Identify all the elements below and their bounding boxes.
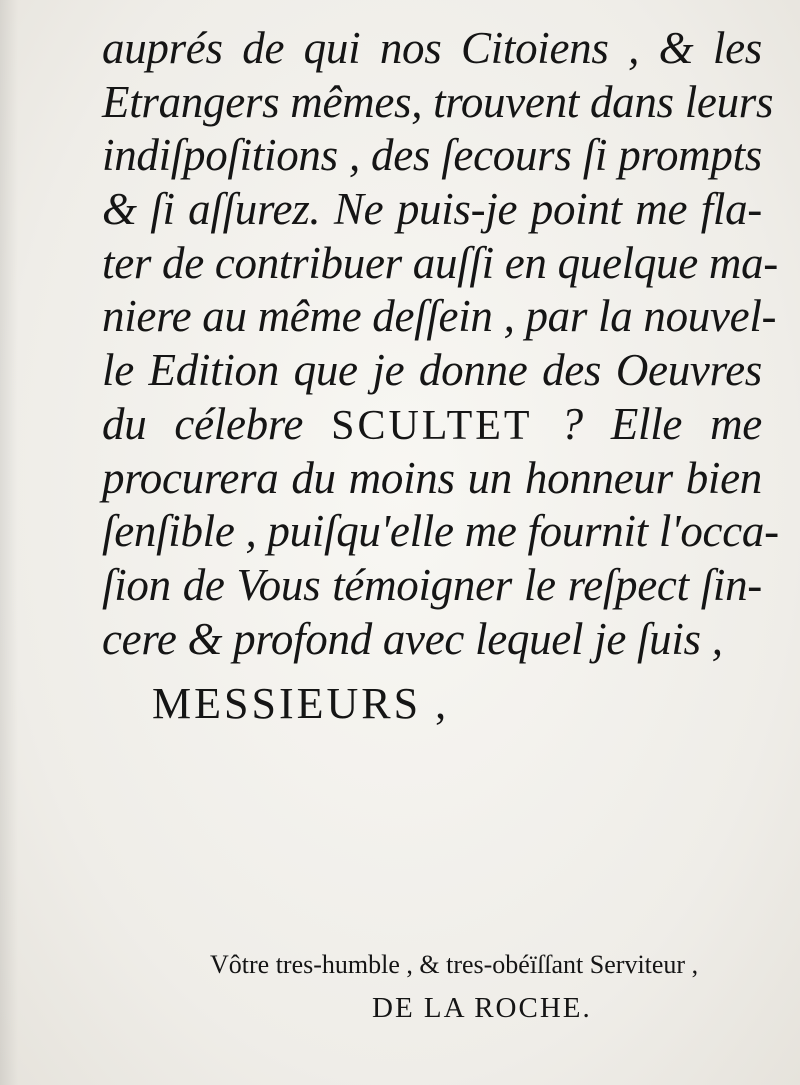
text-line-8-prefix: du célebre: [102, 398, 304, 449]
text-line-10: ſenſible , puiſqu'elle me fournit l'occa-: [102, 506, 779, 557]
page-gutter-shadow: [0, 0, 18, 1085]
text-line-8: [102, 398, 762, 452]
signature: DE LA ROCHE.: [372, 992, 592, 1024]
text-line-6: niere au même deſſein , par la nouvel-: [102, 291, 777, 342]
body-text: [102, 22, 779, 666]
text-line-3: indiſpoſitions , des ſecours ſi prompts: [102, 130, 762, 181]
text-line-4: & ſi aſſurez. Ne puis-je point me fla-: [102, 184, 762, 235]
text-line-5: ter de contribuer auſſi en quelque ma-: [102, 237, 778, 288]
text-line-9: procurera du moins un honneur bien: [102, 452, 762, 503]
text-line-12: cere & profond avec lequel je ſuis ,: [102, 613, 723, 664]
text-line-1: auprés de qui nos Citoiens , & les: [102, 23, 762, 73]
closing-formula: Vôtre tres-humble , & tres-obéïſſant Serviteur ,: [210, 950, 699, 979]
salutation: MESSIEURS ,: [152, 679, 450, 728]
text-line-8-suffix: ? Elle me: [560, 398, 762, 449]
text-line-7: le Edition que je donne des Oeuvres: [102, 345, 762, 396]
author-name: SCULTET: [331, 402, 533, 449]
text-line-2: Etrangers mêmes, trouvent dans leurs: [102, 76, 774, 127]
text-line-11: ſion de Vous témoigner le reſpect ſin-: [102, 559, 762, 610]
